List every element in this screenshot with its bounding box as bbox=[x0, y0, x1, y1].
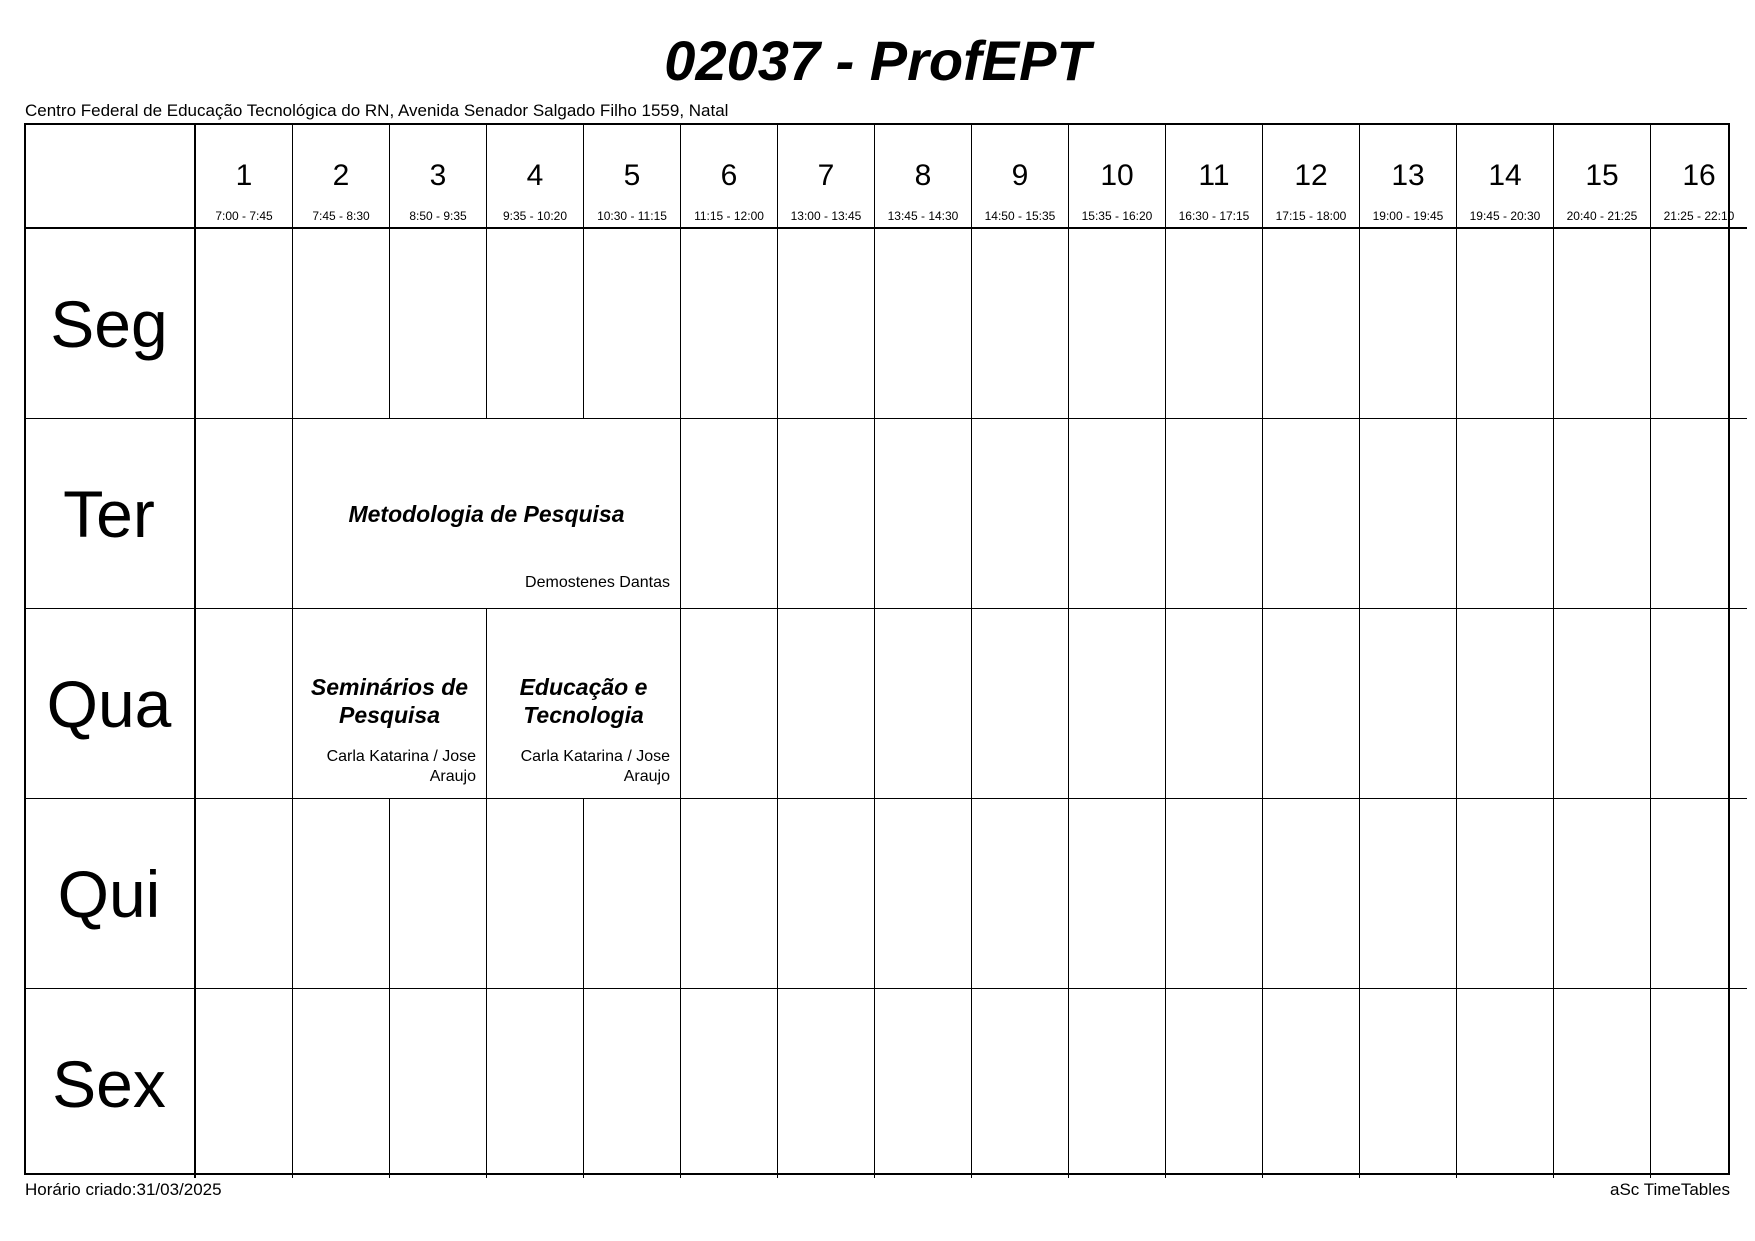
software-credit: aSc TimeTables bbox=[1610, 1180, 1730, 1199]
timetable-cell bbox=[1263, 609, 1360, 799]
period-number: 8 bbox=[914, 159, 932, 192]
period-13-header bbox=[1360, 123, 1457, 228]
timetable-cell bbox=[584, 228, 681, 419]
timetable-cell bbox=[584, 799, 681, 989]
lesson-teacher: Carla Katarina / Jose Araujo bbox=[326, 748, 476, 785]
period-time: 16:30 - 17:15 bbox=[1178, 209, 1250, 223]
timetable-cell bbox=[1166, 419, 1263, 609]
timetable-cell bbox=[1651, 989, 1748, 1179]
period-time: 11:15 - 12:00 bbox=[694, 209, 764, 223]
period-6-header bbox=[681, 123, 778, 228]
period-11-header bbox=[1166, 123, 1263, 228]
timetable-cell bbox=[972, 989, 1069, 1179]
period-number: 1 bbox=[235, 159, 253, 192]
period-8-header bbox=[875, 123, 972, 228]
timetable-cell bbox=[487, 228, 584, 419]
period-10-header bbox=[1069, 123, 1166, 228]
period-number: 16 bbox=[1682, 159, 1716, 192]
period-time: 13:45 - 14:30 bbox=[887, 209, 959, 223]
lesson-seminarios bbox=[293, 609, 487, 799]
period-time: 10:30 - 11:15 bbox=[597, 209, 667, 223]
timetable-cell bbox=[875, 609, 972, 799]
timetable-cell bbox=[1069, 609, 1166, 799]
period-1-header bbox=[195, 123, 293, 228]
timetable-cell bbox=[1457, 228, 1554, 419]
period-time: 7:00 - 7:45 bbox=[215, 209, 273, 223]
timetable-cell bbox=[1069, 228, 1166, 419]
timetable-cell bbox=[487, 989, 584, 1179]
day-label: Sex bbox=[24, 989, 195, 1179]
period-number: 15 bbox=[1585, 159, 1619, 192]
period-time: 17:15 - 18:00 bbox=[1275, 209, 1347, 223]
timetable-cell bbox=[390, 228, 487, 419]
timetable-cell bbox=[778, 799, 875, 989]
created-date: Horário criado:31/03/2025 bbox=[25, 1180, 222, 1199]
lesson-subject: Metodologia de Pesquisa bbox=[348, 501, 625, 527]
day-row-seg bbox=[24, 228, 1747, 419]
timetable-cell bbox=[1554, 989, 1651, 1179]
timetable-cell bbox=[293, 799, 390, 989]
period-number: 9 bbox=[1011, 159, 1029, 192]
period-time: 21:25 - 22:10 bbox=[1663, 209, 1735, 223]
period-time: 13:00 - 13:45 bbox=[790, 209, 862, 223]
timetable-cell bbox=[681, 799, 778, 989]
period-number: 6 bbox=[720, 159, 738, 192]
period-time: 20:40 - 21:25 bbox=[1566, 209, 1638, 223]
lesson-subject: Educação e Tecnologia bbox=[519, 674, 648, 728]
timetable-cell bbox=[972, 419, 1069, 609]
timetable-cell bbox=[1069, 989, 1166, 1179]
lesson-educacao bbox=[487, 609, 681, 799]
period-number: 11 bbox=[1198, 159, 1230, 192]
timetable-cell bbox=[1554, 228, 1651, 419]
day-row-sex bbox=[24, 989, 1747, 1179]
timetable-cell bbox=[1263, 228, 1360, 419]
lesson-teacher: Demostenes Dantas bbox=[525, 574, 670, 591]
period-number: 3 bbox=[429, 159, 447, 192]
timetable-cell bbox=[681, 228, 778, 419]
timetable-cell bbox=[1069, 419, 1166, 609]
timetable-cell bbox=[195, 609, 293, 799]
day-label: Qua bbox=[24, 609, 195, 799]
timetable-cell bbox=[1360, 609, 1457, 799]
timetable-cell bbox=[778, 419, 875, 609]
timetable-cell bbox=[1263, 419, 1360, 609]
timetable-cell bbox=[972, 228, 1069, 419]
timetable-cell bbox=[875, 799, 972, 989]
timetable-cell bbox=[1554, 609, 1651, 799]
timetable-cell bbox=[1166, 799, 1263, 989]
timetable-cell bbox=[1263, 799, 1360, 989]
period-time: 14:50 - 15:35 bbox=[984, 209, 1056, 223]
period-15-header bbox=[1554, 123, 1651, 228]
timetable-cell bbox=[1651, 799, 1748, 989]
period-14-header bbox=[1457, 123, 1554, 228]
lesson-subject: Seminários de Pesquisa bbox=[310, 674, 469, 728]
period-5-header bbox=[584, 123, 681, 228]
period-3-header bbox=[390, 123, 487, 228]
period-number: 12 bbox=[1294, 159, 1328, 192]
period-number: 5 bbox=[623, 159, 641, 192]
timetable-cell bbox=[1166, 609, 1263, 799]
day-label: Seg bbox=[24, 228, 195, 419]
timetable-cell bbox=[1263, 989, 1360, 1179]
school-address: Centro Federal de Educação Tecnológica do RN, Avenida Senador Salgado Filho 1559, Natal bbox=[25, 101, 729, 120]
period-2-header bbox=[293, 123, 390, 228]
period-9-header bbox=[972, 123, 1069, 228]
timetable-cell bbox=[972, 609, 1069, 799]
day-row-ter bbox=[24, 419, 1747, 609]
timetable-cell bbox=[1360, 228, 1457, 419]
timetable-cell bbox=[778, 228, 875, 419]
day-row-qua bbox=[24, 609, 1747, 799]
period-time: 7:45 - 8:30 bbox=[312, 209, 370, 223]
period-16-header bbox=[1651, 123, 1748, 228]
timetable-cell bbox=[681, 989, 778, 1179]
timetable-cell bbox=[1651, 228, 1748, 419]
timetable-cell bbox=[1360, 419, 1457, 609]
day-label: Qui bbox=[24, 799, 195, 989]
timetable-cell bbox=[875, 989, 972, 1179]
period-number: 7 bbox=[817, 159, 835, 192]
period-7-header bbox=[778, 123, 875, 228]
day-label: Ter bbox=[24, 419, 195, 609]
timetable-cell bbox=[1166, 228, 1263, 419]
period-number: 2 bbox=[332, 159, 350, 192]
timetable-cell bbox=[390, 799, 487, 989]
timetable-cell bbox=[1554, 419, 1651, 609]
timetable-cell bbox=[1457, 799, 1554, 989]
period-time: 15:35 - 16:20 bbox=[1081, 209, 1153, 223]
timetable-cell bbox=[875, 419, 972, 609]
timetable-cell bbox=[293, 228, 390, 419]
timetable-cell bbox=[487, 799, 584, 989]
timetable-cell bbox=[1457, 609, 1554, 799]
timetable-cell bbox=[195, 228, 293, 419]
period-number: 4 bbox=[526, 159, 544, 192]
period-number: 10 bbox=[1100, 159, 1134, 192]
period-time: 19:00 - 19:45 bbox=[1372, 209, 1444, 223]
timetable-cell bbox=[195, 989, 293, 1179]
timetable-cell bbox=[1651, 419, 1748, 609]
timetable-cell bbox=[1651, 609, 1748, 799]
lesson-teacher: Carla Katarina / Jose Araujo bbox=[520, 748, 670, 785]
timetable-cell bbox=[972, 799, 1069, 989]
timetable-cell bbox=[195, 419, 293, 609]
period-time: 8:50 - 9:35 bbox=[409, 209, 467, 223]
period-4-header bbox=[487, 123, 584, 228]
timetable-cell bbox=[1166, 989, 1263, 1179]
period-number: 14 bbox=[1488, 159, 1522, 192]
timetable-cell bbox=[584, 989, 681, 1179]
period-header-row bbox=[24, 123, 1747, 228]
timetable-cell bbox=[1554, 799, 1651, 989]
timetable-cell bbox=[875, 228, 972, 419]
day-row-qui bbox=[24, 799, 1747, 989]
period-number: 13 bbox=[1391, 159, 1425, 192]
period-time: 9:35 - 10:20 bbox=[502, 209, 568, 223]
timetable-cell bbox=[390, 989, 487, 1179]
period-time: 19:45 - 20:30 bbox=[1469, 209, 1541, 223]
lesson-metodologia bbox=[293, 419, 681, 609]
timetable-cell bbox=[681, 419, 778, 609]
timetable-cell bbox=[681, 609, 778, 799]
timetable-cell bbox=[293, 989, 390, 1179]
timetable-cell bbox=[778, 989, 875, 1179]
timetable-grid bbox=[24, 123, 1747, 1178]
page-title: 02037 - ProfEPT bbox=[664, 29, 1091, 92]
timetable-cell bbox=[195, 799, 293, 989]
timetable-cell bbox=[778, 609, 875, 799]
period-12-header bbox=[1263, 123, 1360, 228]
timetable-cell bbox=[1360, 989, 1457, 1179]
timetable-cell bbox=[1457, 989, 1554, 1179]
timetable-cell bbox=[1360, 799, 1457, 989]
timetable-cell bbox=[1457, 419, 1554, 609]
timetable-cell bbox=[1069, 799, 1166, 989]
corner-cell bbox=[24, 123, 195, 228]
